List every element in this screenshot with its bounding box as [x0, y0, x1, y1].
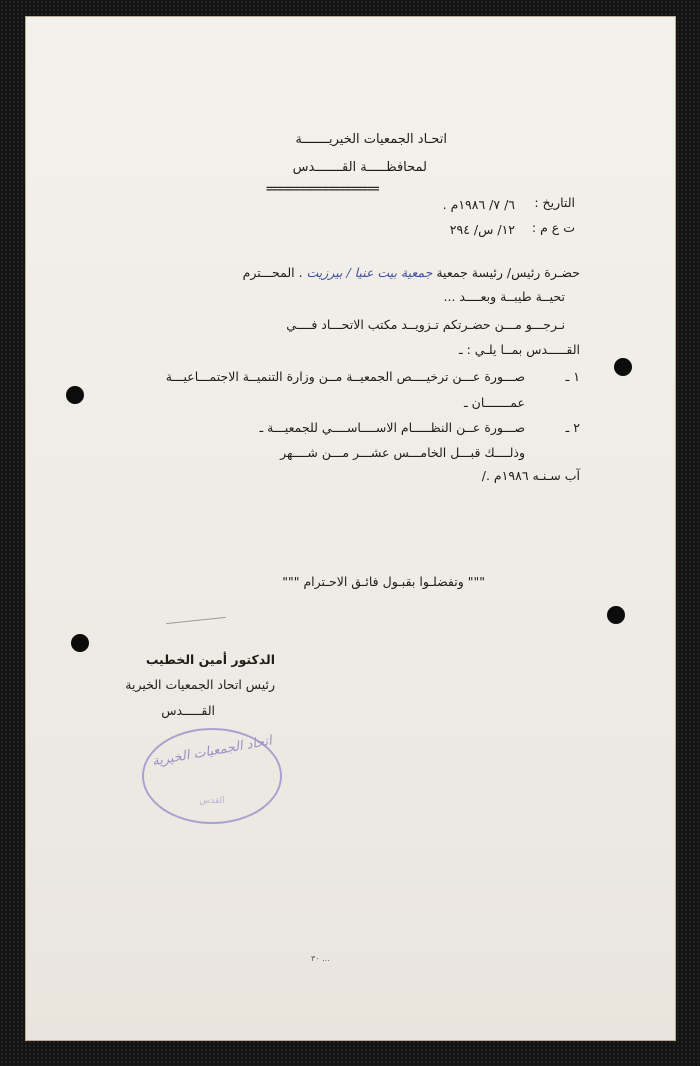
item-1-line2: عمـــــــان ـ	[464, 395, 525, 410]
closing-line: """ وتفضلـوا بقبـول فائـق الاحـترام """	[282, 574, 485, 589]
punch-hole-left-lower	[71, 634, 89, 652]
letterhead-divider: ====================	[266, 182, 379, 195]
letterhead-line1: اتحـاد الجمعيات الخيريـــــــة	[295, 132, 447, 147]
punch-hole-right-upper	[614, 358, 632, 376]
organization-stamp	[142, 728, 282, 824]
footer-mark: ٣٠ ...	[311, 954, 330, 963]
signatory-name: الدكتور أمين الخطيب	[145, 652, 275, 667]
date-label: التاريخ :	[534, 195, 575, 210]
salutation-prefix: حضـرة رئيس/ رئيسة جمعية	[436, 265, 580, 280]
reference-value: ١٢/ س/ ٢٩٤	[449, 222, 515, 237]
salutation-suffix: . المحـــترم	[242, 265, 303, 280]
pen-stroke-mark	[166, 617, 226, 624]
request-line1: نـرجـــو مـــن حضـرتكم تـزويــد مكتب الاتحـــاد فــــي	[286, 317, 565, 332]
greeting: تحيــة طيبــة وبعــــد ...	[443, 289, 565, 304]
deadline-line1: وذلــــك قبـــل الخامـــس عشـــر مـــن شــــهر	[280, 445, 525, 460]
deadline-line2: آب سـنـه ١٩٨٦م ./	[481, 468, 580, 483]
handwritten-addressee: جمعية بيت عنيا / بيرزيت	[306, 265, 433, 280]
punch-hole-right-lower	[607, 606, 625, 624]
signatory-title: رئيس اتحاد الجمعيات الخيرية	[125, 677, 275, 692]
punch-hole-left-upper	[66, 386, 84, 404]
document-page	[26, 17, 675, 1040]
stamp-text-bottom: القدس	[199, 796, 225, 806]
reference-label: ت ع م :	[531, 220, 575, 235]
item-1-line1: صـــورة عـــن ترخيــــص الجمعيــة مــن وزارة التنميــة الاجتمـــاعيـــة	[165, 369, 525, 384]
salutation-line	[243, 265, 580, 280]
request-line2: القـــــدس بمــا يلـي : ـ	[458, 342, 580, 357]
date-value: ٦/ ٧/ ١٩٨٦م .	[442, 197, 515, 212]
item-2-number: ٢ ـ	[565, 420, 580, 435]
item-1-number: ١ ـ	[565, 369, 580, 384]
letterhead-line2: لمحافظـــــة القـــــــدس	[292, 160, 427, 175]
stamp-text-top: اتحاد الجمعيات الخيرية	[151, 733, 273, 770]
signatory-city: القـــــدس	[161, 703, 215, 718]
item-2-line1: صـــورة عــن النظـــــام الاســــاســــي للجمعيـــة ـ	[259, 420, 525, 435]
